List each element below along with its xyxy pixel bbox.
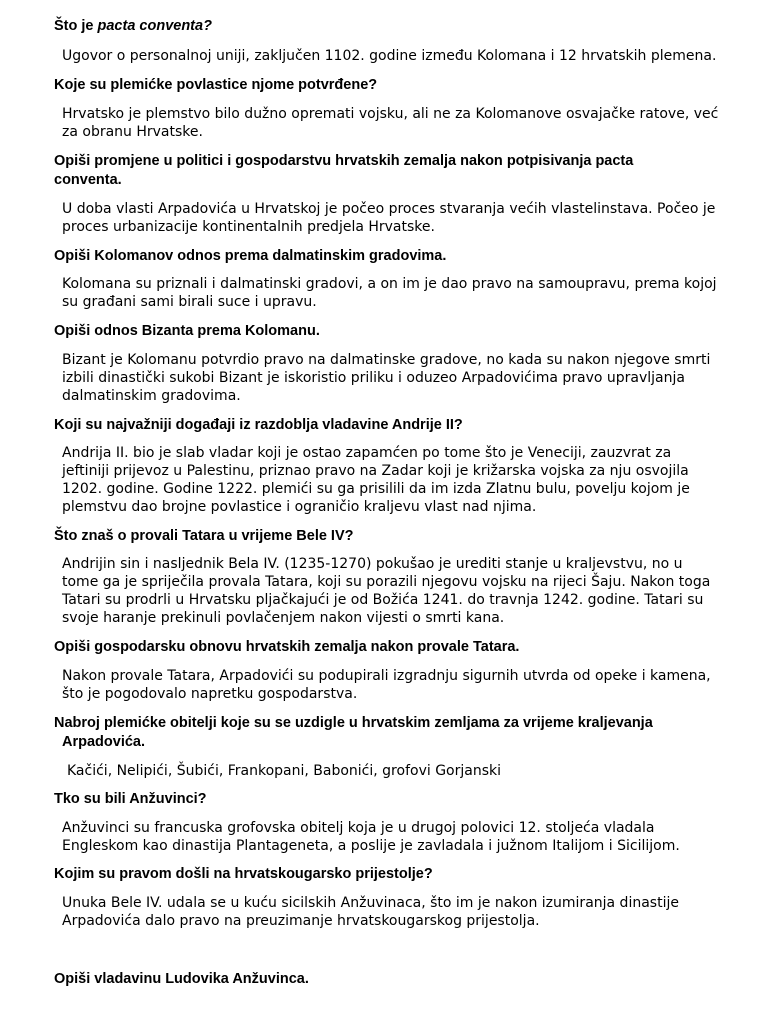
answer-1: Ugovor o personalnoj uniji, zaključen 1102. godine između Kolomana i 12 hrvatskih plemena. [62, 48, 717, 64]
question-9: Nabroj plemićke obitelji koje su se uzdigle u hrvatskim zemljama za vrijeme kraljevanja Arpadovića. [54, 715, 653, 750]
question-6: Koji su najvažniji događaji iz razdoblja vladavine Andrije II? [54, 417, 463, 433]
question-5: Opiši odnos Bizanta prema Kolomanu. [54, 323, 320, 339]
question-7: Što znaš o provali Tatara u vrijeme Bele IV? [54, 528, 354, 544]
answer-7: Andrijin sin i nasljednik Bela IV. (1235-1270) pokušao je urediti stanje u kraljevstvu, no u tome ga je spriječila provala Tatara, koji su porazili njegovu vojsku na rijeci Šaju. Nakon toga Tatari su prodrli u Hrvatsku pljačkajući je od Božića 1241. do travnja 1242. godine. Tatari su svoje haranje prekinuli povlačenjem nakon vijesti o smrti kana. [62, 556, 711, 626]
answer-4: Kolomana su priznali i dalmatinski gradovi, a on im je dao pravo na samoupravu, prema kojoj su građani sami birali suce i upravu. [62, 276, 717, 310]
answer-11: Unuka Bele IV. udala se u kuću sicilskih Anžuvinaca, što im je nakon izumiranja dinastije Arpadovića dalo pravo na preuzimanje hrvatskougarskog prijestolja. [62, 895, 679, 929]
question-3: Opiši promjene u politici i gospodarstvu hrvatskih zemalja nakon potpisivanja pacta conventa. [54, 153, 634, 188]
question-1-italic: pacta conventa? [97, 18, 212, 34]
question-4: Opiši Kolomanov odnos prema dalmatinskim gradovima. [54, 248, 447, 264]
answer-5: Bizant je Kolomanu potvrdio pravo na dalmatinske gradove, no kada su nakon njegove smrti izbili dinastički sukobi Bizant je iskoristio priliku i oduzeo Arpadovićima pravo upravljanja dalmatinskim gradovima. [62, 352, 711, 404]
answer-10: Anžuvinci su francuska grofovska obitelj koja je u drugoj polovici 12. stoljeća vladala Engleskom kao dinastija Plantageneta, a poslije je zavladala i južnom Italijom i Sicilijom. [62, 820, 680, 854]
question-8: Opiši gospodarsku obnovu hrvatskih zemalja nakon provale Tatara. [54, 639, 520, 655]
answer-3: U doba vlasti Arpadovića u Hrvatskoj je počeo proces stvaranja većih vlastelinstava. Počeo je proces urbanizacije kontinentalnih predjela Hrvatske. [62, 201, 716, 235]
answer-2: Hrvatsko je plemstvo bilo dužno opremati vojsku, ali ne za Kolomanove osvajačke ratove, već za obranu Hrvatske. [62, 106, 719, 140]
question-12: Opiši vladavinu Ludovika Anžuvinca. [54, 971, 309, 987]
answer-9: Kačići, Nelipići, Šubići, Frankopani, Babonići, grofovi Gorjanski [67, 763, 501, 779]
answer-6: Andrija II. bio je slab vladar koji je ostao zapamćen po tome što je Veneciji, zauzvrat za jeftiniji prijevoz u Palestinu, priznao pravo na Zadar koji je križarska vojska za nju osvojila 1202. godine. Godine 1222. plemići su ga prisilili da im izda Zlatnu bulu, povelju kojom je plemstvu dao brojne povlastice i ograničio kraljevu vlast nad njima. [62, 445, 690, 515]
question-1 [54, 17, 694, 36]
question-1-prefix: Što je [54, 18, 98, 34]
question-10: Tko su bili Anžuvinci? [54, 791, 207, 807]
answer-8: Nakon provale Tatara, Arpadovići su podupirali izgradnju sigurnih utvrda od opeke i kamena, što je pogodovalo napretku gospodarstva. [62, 668, 711, 702]
question-11: Kojim su pravom došli na hrvatskougarsko prijestolje? [54, 866, 433, 882]
question-2: Koje su plemićke povlastice njome potvrđene? [54, 77, 378, 93]
